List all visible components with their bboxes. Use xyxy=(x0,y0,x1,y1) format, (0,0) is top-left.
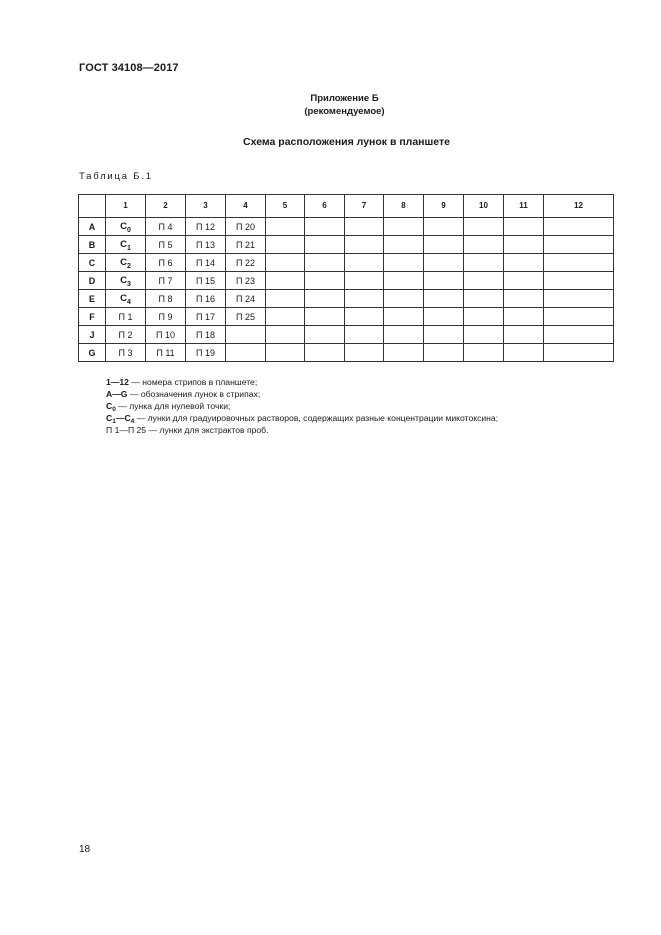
empty-cell xyxy=(266,344,305,362)
appendix-subtitle: (рекомендуемое) xyxy=(304,106,385,117)
table-row xyxy=(79,290,614,308)
empty-cell xyxy=(384,236,424,254)
note-term: $C_0$ xyxy=(106,401,116,413)
sample-well-cell: П 16 xyxy=(186,290,226,308)
empty-cell xyxy=(464,236,504,254)
sample-well-cell: П 21 xyxy=(226,236,266,254)
note-text: — номера стрипов в планшете; xyxy=(128,377,258,387)
sample-well-cell: П 6 xyxy=(146,254,186,272)
empty-cell xyxy=(345,308,384,326)
empty-cell xyxy=(464,218,504,236)
empty-cell xyxy=(345,326,384,344)
empty-cell xyxy=(424,290,464,308)
empty-cell xyxy=(464,290,504,308)
row-label: G xyxy=(79,344,106,362)
empty-cell xyxy=(384,290,424,308)
table-header-row xyxy=(79,195,614,218)
row-label: B xyxy=(79,236,106,254)
empty-cell xyxy=(424,254,464,272)
table-row xyxy=(79,344,614,362)
sample-well-cell: П 22 xyxy=(226,254,266,272)
section-title-wrap xyxy=(0,136,661,148)
header-corner-cell xyxy=(79,195,106,218)
sample-well-cell: П 4 xyxy=(146,218,186,236)
empty-cell xyxy=(544,254,614,272)
note-strip-numbers xyxy=(106,376,498,388)
empty-cell xyxy=(305,290,345,308)
note-zero-point xyxy=(106,400,498,412)
calibration-well-cell: $C_1$ xyxy=(106,236,146,254)
empty-cell xyxy=(305,272,345,290)
empty-cell xyxy=(504,236,544,254)
empty-cell xyxy=(504,344,544,362)
note-term: A—G xyxy=(106,389,128,399)
empty-cell xyxy=(305,218,345,236)
empty-cell xyxy=(266,218,305,236)
note-term: 1—12 xyxy=(106,377,129,387)
table-notes xyxy=(106,376,498,436)
empty-cell xyxy=(424,218,464,236)
sample-well-cell: П 14 xyxy=(186,254,226,272)
sample-well-cell: П 24 xyxy=(226,290,266,308)
empty-cell xyxy=(305,326,345,344)
column-header-12: 12 xyxy=(544,195,614,218)
appendix-title: Приложение Б xyxy=(310,93,379,104)
empty-cell xyxy=(424,236,464,254)
empty-cell xyxy=(345,218,384,236)
well-layout-table xyxy=(78,194,614,362)
row-label: J xyxy=(79,326,106,344)
note-text: — лунки для градуировочных растворов, содержащих разные концентрации микотоксина; xyxy=(134,413,499,423)
empty-cell xyxy=(266,236,305,254)
sample-well-cell: П 1 xyxy=(106,308,146,326)
sample-well-cell: П 15 xyxy=(186,272,226,290)
note-sample-wells: П 1—П 25 — лунки для экстрактов проб. xyxy=(106,425,269,435)
empty-cell xyxy=(384,272,424,290)
sample-well-cell: П 3 xyxy=(106,344,146,362)
empty-cell xyxy=(504,254,544,272)
sample-well-cell: П 18 xyxy=(186,326,226,344)
row-label: F xyxy=(79,308,106,326)
empty-cell xyxy=(266,272,305,290)
table-body xyxy=(79,218,614,362)
empty-cell xyxy=(305,308,345,326)
empty-cell xyxy=(424,308,464,326)
column-header-2: 2 xyxy=(146,195,186,218)
empty-cell xyxy=(305,254,345,272)
column-header-7: 7 xyxy=(345,195,384,218)
empty-cell xyxy=(384,326,424,344)
note-text: — лунка для нулевой точки; xyxy=(115,401,231,411)
column-header-6: 6 xyxy=(305,195,345,218)
row-label: E xyxy=(79,290,106,308)
empty-cell xyxy=(345,236,384,254)
empty-cell xyxy=(384,218,424,236)
empty-cell xyxy=(544,236,614,254)
empty-cell xyxy=(424,344,464,362)
standard-designation: ГОСТ 34108—2017 xyxy=(79,62,179,74)
empty-cell xyxy=(266,326,305,344)
sample-well-cell: П 10 xyxy=(146,326,186,344)
empty-cell xyxy=(504,308,544,326)
column-header-5: 5 xyxy=(266,195,305,218)
empty-cell xyxy=(544,326,614,344)
column-header-10: 10 xyxy=(464,195,504,218)
sample-well-cell: П 23 xyxy=(226,272,266,290)
sample-well-cell: П 5 xyxy=(146,236,186,254)
table-row xyxy=(79,254,614,272)
calibration-well-cell: $C_2$ xyxy=(106,254,146,272)
note-well-letters xyxy=(106,388,498,400)
table-row xyxy=(79,272,614,290)
empty-cell xyxy=(226,344,266,362)
row-label: A xyxy=(79,218,106,236)
empty-cell xyxy=(504,290,544,308)
sample-well-cell: П 11 xyxy=(146,344,186,362)
table-row xyxy=(79,326,614,344)
column-header-11: 11 xyxy=(504,195,544,218)
sample-well-cell: П 12 xyxy=(186,218,226,236)
sample-well-cell: П 20 xyxy=(226,218,266,236)
empty-cell xyxy=(464,254,504,272)
row-label: D xyxy=(79,272,106,290)
empty-cell xyxy=(544,344,614,362)
empty-cell xyxy=(384,308,424,326)
empty-cell xyxy=(464,272,504,290)
empty-cell xyxy=(305,344,345,362)
calibration-well-cell: $C_0$ xyxy=(106,218,146,236)
empty-cell xyxy=(226,326,266,344)
empty-cell xyxy=(384,254,424,272)
appendix-heading xyxy=(0,92,661,118)
empty-cell xyxy=(266,290,305,308)
sample-well-cell: П 2 xyxy=(106,326,146,344)
page-number: 18 xyxy=(79,844,91,855)
empty-cell xyxy=(266,308,305,326)
table-caption: Таблица Б.1 xyxy=(79,171,153,182)
calibration-well-cell: $C_3$ xyxy=(106,272,146,290)
sample-well-cell: П 19 xyxy=(186,344,226,362)
empty-cell xyxy=(345,254,384,272)
empty-cell xyxy=(504,272,544,290)
table-row xyxy=(79,308,614,326)
empty-cell xyxy=(424,326,464,344)
empty-cell xyxy=(464,344,504,362)
empty-cell xyxy=(544,218,614,236)
column-header-3: 3 xyxy=(186,195,226,218)
empty-cell xyxy=(504,218,544,236)
table-row xyxy=(79,218,614,236)
sample-well-cell: П 9 xyxy=(146,308,186,326)
section-title: Схема расположения лунок в планшете xyxy=(243,136,450,148)
row-label: C xyxy=(79,254,106,272)
note-calibration xyxy=(106,412,498,424)
empty-cell xyxy=(464,308,504,326)
sample-well-cell: П 13 xyxy=(186,236,226,254)
sample-well-cell: П 25 xyxy=(226,308,266,326)
empty-cell xyxy=(345,290,384,308)
empty-cell xyxy=(544,272,614,290)
empty-cell xyxy=(266,254,305,272)
column-header-9: 9 xyxy=(424,195,464,218)
empty-cell xyxy=(464,326,504,344)
empty-cell xyxy=(504,326,544,344)
note-term: $C_1—C_4$ xyxy=(106,413,135,425)
empty-cell xyxy=(384,344,424,362)
calibration-well-cell: $C_4$ xyxy=(106,290,146,308)
sample-well-cell: П 17 xyxy=(186,308,226,326)
empty-cell xyxy=(345,344,384,362)
column-header-4: 4 xyxy=(226,195,266,218)
empty-cell xyxy=(424,272,464,290)
table-row xyxy=(79,236,614,254)
note-text: — обозначения лунок в стрипах; xyxy=(127,389,261,399)
sample-well-cell: П 7 xyxy=(146,272,186,290)
empty-cell xyxy=(305,236,345,254)
sample-well-cell: П 8 xyxy=(146,290,186,308)
column-header-8: 8 xyxy=(384,195,424,218)
empty-cell xyxy=(544,290,614,308)
empty-cell xyxy=(345,272,384,290)
column-header-1: 1 xyxy=(106,195,146,218)
empty-cell xyxy=(544,308,614,326)
